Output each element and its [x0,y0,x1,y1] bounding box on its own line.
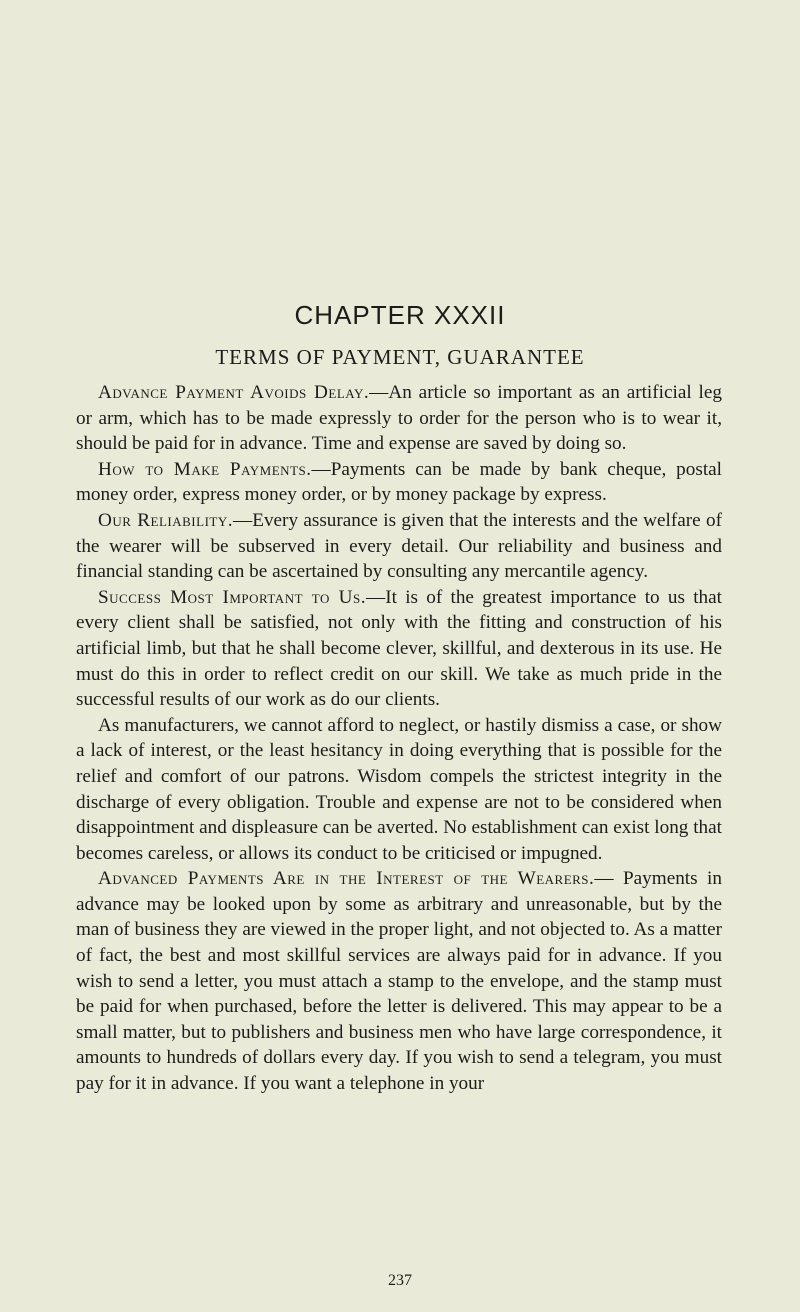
paragraph-heading: Success Most Important to Us. [98,586,367,608]
paragraph [76,866,722,1096]
paragraph-heading: Advanced Payments Are in the Interest of the Wearers. [98,868,595,890]
chapter-title: TERMS OF PAYMENT, GUARANTEE [215,345,585,369]
paragraph-text: —Every assurance is given that the interests and the welfare of the wearer will be subserved in every detail. Our reliability and business and financial standing can be ascertained by consulting any mercantile agency. [76,509,722,583]
paragraph-text: — Payments in advance may be looked upon by some as arbitrary and unreasonable, but by the man of business they are viewed in the proper light, and not objected to. As a matter of fact, the best and most skillful services are always paid for in advance. If you wish to send a letter, you must attach a stamp to the envelope, and the stamp must be paid for when purchased, before the letter is delivered. This may appear to be a small matter, but to publishers and business men who have large correspondence, it amounts to hundreds of dollars every day. If you wish to send a telegram, you must pay for it in advance. If you want a telephone in your [76,868,722,1095]
page-number: 237 [388,1272,412,1289]
paragraph-heading: How to Make Payments. [98,458,312,480]
chapter-heading: CHAPTER XXXII [294,300,506,330]
paragraph-text: As manufacturers, we cannot afford to neglect, or hastily dismiss a case, or show a lack of interest, or the least hesitancy in doing everything that is possible for the relief and comfort of our patrons. Wisdom compels the strictest integrity in the discharge of every obligation. Trouble and expense are not to be considered when disappointment and displeasure can be averted. No establishment can exist long that becomes careless, or allows its conduct to be criticised or impugned. [76,714,722,864]
paragraph-heading: Our Reliability. [98,509,234,531]
paragraph [76,457,722,508]
paragraph-text: —Payments can be made by bank cheque, postal money order, express money order, or by money package by express. [76,458,722,506]
paragraph [76,585,722,713]
paragraph-heading: Advance Payment Avoids Delay. [98,382,370,403]
paragraph [76,508,722,585]
body-text [76,380,722,1097]
paragraph [76,713,722,867]
paragraph-text: —An article so important as an artificial leg or arm, which has to be made expressly to order for the person who is to wear it, should be paid for in advance. Time and expense are saved by doing so. [76,382,722,455]
paragraph [76,380,722,457]
paragraph-text: —It is of the greatest importance to us that every client shall be satisfied, not only with the fitting and construction of his artificial limb, but that he shall become clever, skillful, and dexterous in its use. He must do this in order to reflect credit on our skill. We take as much pride in the successful results of our work as do our clients. [76,586,722,711]
